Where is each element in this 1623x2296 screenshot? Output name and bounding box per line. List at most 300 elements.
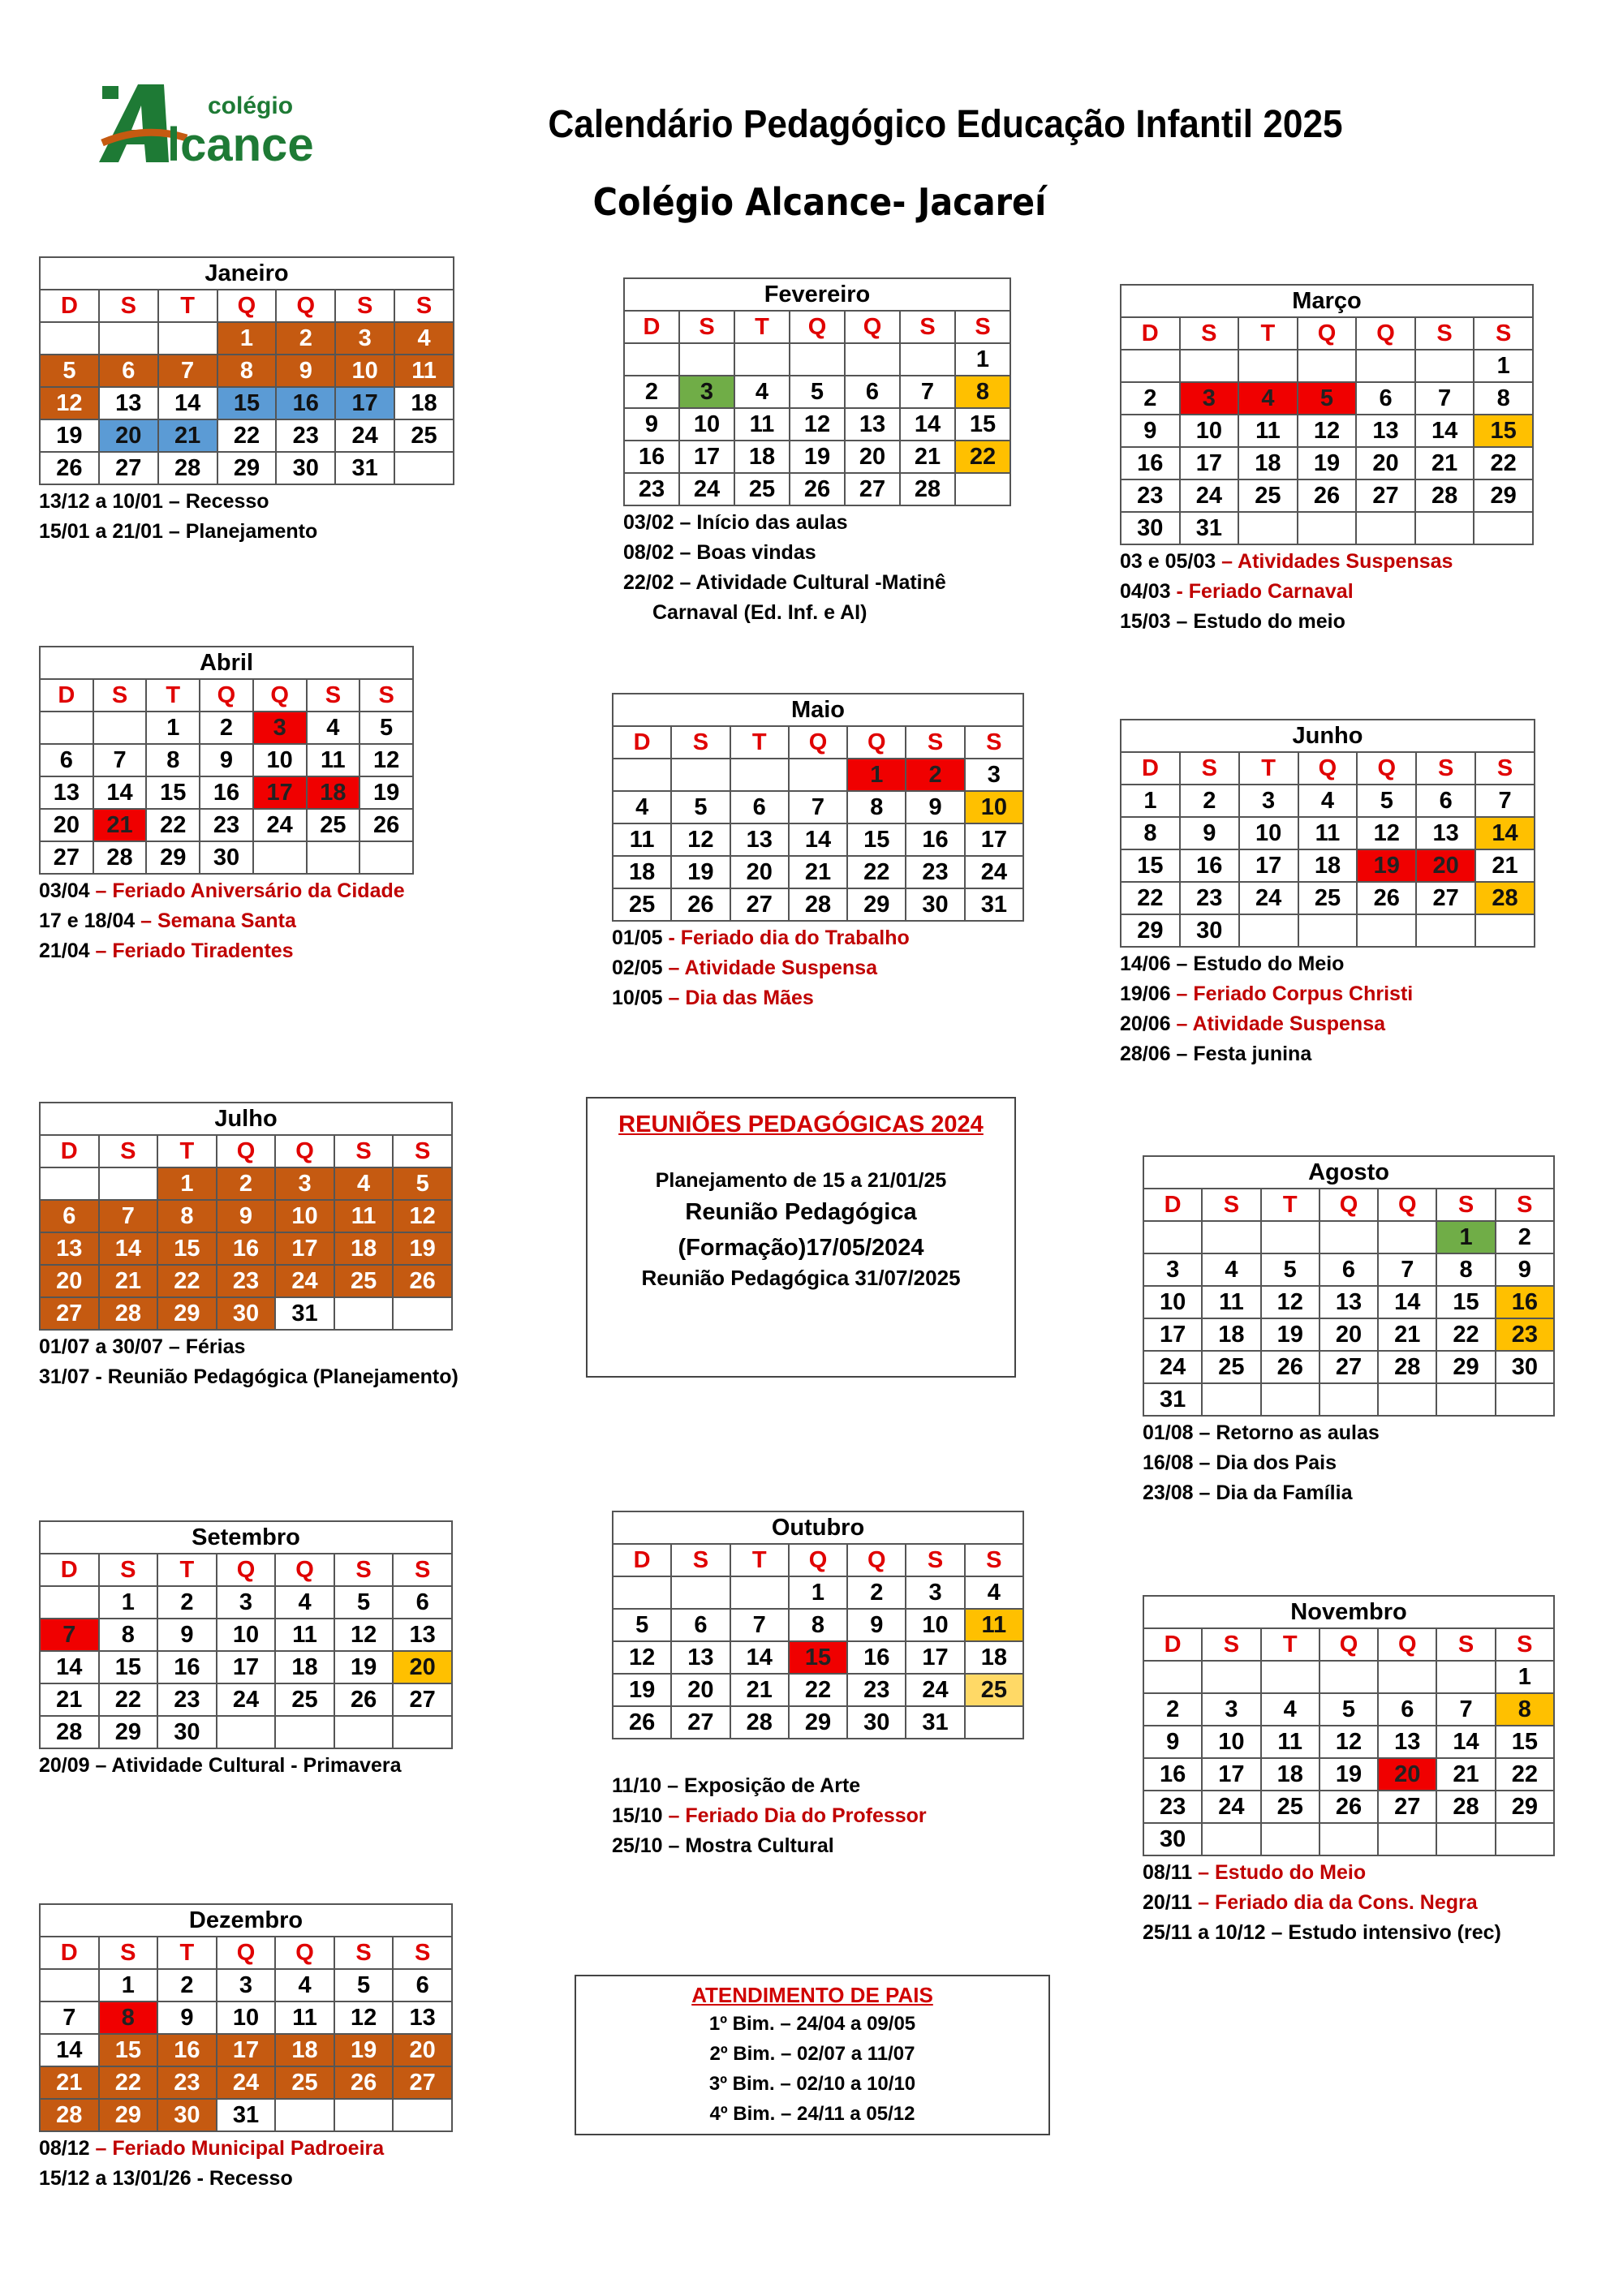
note-line bbox=[623, 508, 1011, 538]
day-cell: 6 bbox=[671, 1609, 730, 1641]
day-cell: 16 bbox=[624, 441, 679, 473]
weekday-header: S bbox=[334, 1937, 394, 1969]
day-cell: 9 bbox=[1143, 1726, 1202, 1758]
weekday-header: S bbox=[393, 1135, 452, 1167]
month-junho bbox=[1120, 719, 1535, 1069]
day-cell: 14 bbox=[900, 408, 955, 441]
weekday-header: Q bbox=[1378, 1628, 1436, 1661]
day-cell: 17 bbox=[217, 1651, 276, 1683]
day-cell: 23 bbox=[157, 1683, 217, 1716]
day-cell: 2 bbox=[1121, 382, 1180, 415]
logo-brand-text: lcance bbox=[167, 118, 314, 167]
note-highlight: – Feriado Municipal Padroeira bbox=[95, 2137, 385, 2160]
day-cell: 11 bbox=[1238, 415, 1298, 447]
day-cell: 17 bbox=[1202, 1758, 1260, 1791]
note-highlight: – Atividade Suspensa bbox=[668, 957, 878, 979]
note-text: 19/06 bbox=[1120, 982, 1177, 1005]
day-cell: 27 bbox=[845, 473, 900, 505]
day-cell: 20 bbox=[1319, 1318, 1378, 1351]
note-text: 01/08 – Retorno as aulas bbox=[1143, 1421, 1380, 1444]
note-line bbox=[1143, 1418, 1555, 1448]
empty-cell bbox=[845, 343, 900, 376]
day-cell: 22 bbox=[146, 809, 200, 841]
note-line bbox=[1120, 949, 1535, 979]
day-cell: 1 bbox=[789, 1576, 847, 1609]
day-cell: 1 bbox=[99, 1969, 158, 2001]
weekday-header: S bbox=[1180, 752, 1239, 785]
empty-cell bbox=[730, 759, 789, 791]
day-cell: 7 bbox=[93, 744, 147, 776]
note-text: 23/08 – Dia da Família bbox=[1143, 1481, 1353, 1504]
note-line bbox=[1143, 1918, 1555, 1948]
weekday-header: T bbox=[730, 726, 789, 759]
note-line bbox=[1120, 577, 1534, 607]
weekday-header: S bbox=[671, 1544, 730, 1576]
note-highlight: – Feriado Tiradentes bbox=[95, 939, 294, 962]
day-cell: 15 bbox=[1436, 1286, 1495, 1318]
day-cell: 15 bbox=[99, 2034, 158, 2066]
empty-cell bbox=[359, 841, 413, 874]
day-cell: 23 bbox=[624, 473, 679, 505]
day-cell: 10 bbox=[1143, 1286, 1202, 1318]
day-cell: 5 bbox=[393, 1167, 452, 1200]
day-cell: 13 bbox=[1416, 817, 1475, 849]
note-text: 21/04 bbox=[39, 939, 96, 962]
day-cell: 25 bbox=[965, 1674, 1023, 1706]
note-highlight: – Feriado Corpus Christi bbox=[1176, 982, 1414, 1005]
day-cell: 12 bbox=[790, 408, 845, 441]
empty-cell bbox=[99, 322, 158, 355]
empty-cell bbox=[1378, 1221, 1436, 1253]
calendar-table-marco bbox=[1120, 284, 1534, 545]
weekday-header: Q bbox=[845, 311, 900, 343]
weekday-header: D bbox=[40, 1937, 99, 1969]
month-setembro bbox=[39, 1520, 453, 1781]
day-cell: 23 bbox=[906, 856, 964, 888]
day-cell: 16 bbox=[847, 1641, 906, 1674]
weekday-header: D bbox=[613, 1544, 671, 1576]
day-cell: 8 bbox=[217, 355, 277, 387]
day-cell: 12 bbox=[1319, 1726, 1378, 1758]
day-cell: 20 bbox=[845, 441, 900, 473]
weekday-header: D bbox=[1143, 1189, 1202, 1221]
note-text: 03/02 – Início das aulas bbox=[623, 511, 848, 534]
weekday-header: S bbox=[1202, 1628, 1260, 1661]
note-line bbox=[39, 1332, 453, 1362]
day-cell: 30 bbox=[157, 1716, 217, 1748]
day-cell: 1 bbox=[955, 343, 1010, 376]
weekday-header: S bbox=[334, 1554, 394, 1586]
day-cell: 28 bbox=[40, 2099, 99, 2131]
weekday-header: D bbox=[624, 311, 679, 343]
day-cell: 16 bbox=[157, 2034, 217, 2066]
day-cell: 5 bbox=[334, 1969, 394, 2001]
month-name: Junho bbox=[1121, 720, 1535, 752]
weekday-header: S bbox=[1474, 317, 1533, 350]
empty-cell bbox=[99, 1167, 158, 1200]
weekday-header: Q bbox=[847, 1544, 906, 1576]
day-cell: 25 bbox=[1298, 882, 1358, 914]
day-cell: 3 bbox=[275, 1167, 334, 1200]
day-cell: 3 bbox=[217, 1586, 276, 1619]
weekday-header: S bbox=[334, 1135, 394, 1167]
day-cell: 25 bbox=[1202, 1351, 1260, 1383]
note-text: Carnaval (Ed. Inf. e AI) bbox=[652, 601, 867, 624]
note-text: 03 e 05/03 bbox=[1120, 550, 1222, 573]
day-cell: 23 bbox=[276, 419, 335, 452]
day-cell: 27 bbox=[671, 1706, 730, 1739]
empty-cell bbox=[1261, 1661, 1319, 1693]
day-cell: 17 bbox=[906, 1641, 964, 1674]
day-cell: 19 bbox=[393, 1232, 452, 1265]
weekday-header: D bbox=[613, 726, 671, 759]
day-cell: 16 bbox=[200, 776, 253, 809]
weekday-header: S bbox=[99, 1937, 158, 1969]
day-cell: 19 bbox=[613, 1674, 671, 1706]
day-cell: 21 bbox=[1475, 849, 1535, 882]
day-cell: 6 bbox=[845, 376, 900, 408]
day-cell: 26 bbox=[790, 473, 845, 505]
note-text: 15/12 a 13/01/26 - Recesso bbox=[39, 2167, 293, 2190]
empty-cell bbox=[1202, 1661, 1260, 1693]
empty-cell bbox=[1436, 1823, 1495, 1855]
day-cell: 3 bbox=[253, 712, 307, 744]
note-highlight: - Feriado dia do Trabalho bbox=[668, 927, 910, 949]
note-text: 25/10 – Mostra Cultural bbox=[612, 1834, 834, 1857]
day-cell: 25 bbox=[307, 809, 360, 841]
day-cell: 2 bbox=[1180, 785, 1239, 817]
note-line bbox=[623, 568, 1011, 598]
day-cell: 14 bbox=[99, 1232, 158, 1265]
month-name: Dezembro bbox=[40, 1904, 452, 1937]
day-cell: 4 bbox=[394, 322, 454, 355]
note-line bbox=[612, 1771, 1024, 1801]
day-cell: 7 bbox=[1415, 382, 1474, 415]
note-text: 20/06 bbox=[1120, 1013, 1177, 1035]
day-cell: 6 bbox=[730, 791, 789, 823]
day-cell: 28 bbox=[730, 1706, 789, 1739]
month-notes bbox=[612, 923, 1024, 1013]
weekday-header: Q bbox=[1298, 752, 1358, 785]
empty-cell bbox=[1261, 1823, 1319, 1855]
day-cell: 27 bbox=[1356, 479, 1415, 512]
day-cell: 13 bbox=[393, 1619, 452, 1651]
note-text: 10/05 bbox=[612, 987, 669, 1009]
day-cell: 27 bbox=[393, 1683, 452, 1716]
day-cell: 18 bbox=[734, 441, 790, 473]
day-cell: 11 bbox=[394, 355, 454, 387]
day-cell: 28 bbox=[1378, 1351, 1436, 1383]
weekday-header: D bbox=[40, 1554, 99, 1586]
day-cell: 24 bbox=[217, 1683, 276, 1716]
empty-cell bbox=[1202, 1823, 1260, 1855]
day-cell: 18 bbox=[1261, 1758, 1319, 1791]
day-cell: 12 bbox=[613, 1641, 671, 1674]
day-cell: 7 bbox=[158, 355, 217, 387]
day-cell: 26 bbox=[1261, 1351, 1319, 1383]
empty-cell bbox=[334, 2099, 394, 2131]
day-cell: 13 bbox=[1378, 1726, 1436, 1758]
calendar-table-julho bbox=[39, 1102, 453, 1331]
day-cell: 7 bbox=[1475, 785, 1535, 817]
empty-cell bbox=[624, 343, 679, 376]
weekday-header: S bbox=[1180, 317, 1239, 350]
day-cell: 22 bbox=[99, 2066, 158, 2099]
empty-cell bbox=[275, 1716, 334, 1748]
day-cell: 2 bbox=[157, 1969, 217, 2001]
month-maio bbox=[612, 693, 1024, 1013]
calendar-table-fevereiro bbox=[623, 277, 1011, 506]
weekday-header: Q bbox=[253, 679, 307, 712]
day-cell: 22 bbox=[955, 441, 1010, 473]
day-cell: 23 bbox=[1180, 882, 1239, 914]
note-highlight: – Feriado Dia do Professor bbox=[668, 1804, 927, 1827]
empty-cell bbox=[40, 1167, 99, 1200]
empty-cell bbox=[1415, 350, 1474, 382]
day-cell: 20 bbox=[40, 1265, 99, 1297]
empty-cell bbox=[1298, 914, 1358, 947]
day-cell: 2 bbox=[217, 1167, 276, 1200]
empty-cell bbox=[1239, 914, 1298, 947]
day-cell: 18 bbox=[1238, 447, 1298, 479]
empty-cell bbox=[40, 1586, 99, 1619]
empty-cell bbox=[671, 759, 730, 791]
parents-line-3: 3º Bim. – 02/10 a 10/10 bbox=[708, 2073, 916, 2095]
note-line bbox=[39, 517, 454, 547]
month-notes bbox=[1120, 547, 1534, 637]
empty-cell bbox=[1319, 1661, 1378, 1693]
weekday-header: S bbox=[93, 679, 147, 712]
weekday-header: Q bbox=[789, 1544, 847, 1576]
day-cell: 4 bbox=[1261, 1693, 1319, 1726]
empty-cell bbox=[394, 452, 454, 484]
weekday-header: T bbox=[734, 311, 790, 343]
day-cell: 4 bbox=[613, 791, 671, 823]
day-cell: 17 bbox=[335, 387, 394, 419]
day-cell: 10 bbox=[1180, 415, 1239, 447]
page-title: Calendário Pedagógico Educação Infantil 2025 bbox=[548, 103, 1343, 146]
day-cell: 9 bbox=[906, 791, 964, 823]
day-cell: 21 bbox=[1436, 1758, 1495, 1791]
day-cell: 25 bbox=[275, 2066, 334, 2099]
day-cell: 25 bbox=[1261, 1791, 1319, 1823]
weekday-header: S bbox=[394, 290, 454, 322]
day-cell: 28 bbox=[99, 1297, 158, 1330]
day-cell: 20 bbox=[1416, 849, 1475, 882]
day-cell: 29 bbox=[99, 1716, 158, 1748]
weekday-header: S bbox=[393, 1937, 452, 1969]
note-highlight: – Feriado dia da Cons. Negra bbox=[1198, 1891, 1478, 1914]
note-line bbox=[39, 487, 454, 517]
weekday-header: T bbox=[146, 679, 200, 712]
empty-cell bbox=[393, 2099, 452, 2131]
note-text: 11/10 – Exposição de Arte bbox=[612, 1774, 861, 1797]
weekday-header: S bbox=[1475, 752, 1535, 785]
day-cell: 21 bbox=[789, 856, 847, 888]
empty-cell bbox=[253, 841, 307, 874]
note-text: 08/11 bbox=[1143, 1861, 1199, 1884]
day-cell: 28 bbox=[900, 473, 955, 505]
note-line bbox=[612, 1741, 1024, 1771]
month-name: Maio bbox=[613, 694, 1023, 726]
day-cell: 22 bbox=[1436, 1318, 1495, 1351]
day-cell: 9 bbox=[157, 1619, 217, 1651]
day-cell: 8 bbox=[1436, 1253, 1495, 1286]
day-cell: 1 bbox=[1474, 350, 1533, 382]
day-cell: 19 bbox=[40, 419, 99, 452]
month-outubro bbox=[612, 1511, 1024, 1861]
day-cell: 6 bbox=[1319, 1253, 1378, 1286]
day-cell: 13 bbox=[393, 2001, 452, 2034]
day-cell: 15 bbox=[217, 387, 277, 419]
note-line bbox=[39, 1362, 458, 1392]
day-cell: 14 bbox=[1378, 1286, 1436, 1318]
day-cell: 13 bbox=[845, 408, 900, 441]
day-cell: 30 bbox=[847, 1706, 906, 1739]
day-cell: 7 bbox=[789, 791, 847, 823]
meetings-box bbox=[586, 1097, 1016, 1378]
weekday-header: Q bbox=[1319, 1628, 1378, 1661]
empty-cell bbox=[93, 712, 147, 744]
empty-cell bbox=[1180, 350, 1239, 382]
day-cell: 19 bbox=[334, 2034, 394, 2066]
day-cell: 21 bbox=[730, 1674, 789, 1706]
day-cell: 2 bbox=[157, 1586, 217, 1619]
weekday-header: S bbox=[965, 1544, 1023, 1576]
day-cell: 8 bbox=[157, 1200, 217, 1232]
weekday-header: S bbox=[1436, 1628, 1495, 1661]
note-line bbox=[1143, 1448, 1555, 1478]
weekday-header: S bbox=[99, 1135, 158, 1167]
weekday-header: T bbox=[1261, 1189, 1319, 1221]
day-cell: 20 bbox=[1378, 1758, 1436, 1791]
day-cell: 30 bbox=[217, 1297, 276, 1330]
month-name: Julho bbox=[40, 1103, 452, 1135]
day-cell: 31 bbox=[1180, 512, 1239, 544]
empty-cell bbox=[1415, 512, 1474, 544]
day-cell: 27 bbox=[99, 452, 158, 484]
day-cell: 27 bbox=[1416, 882, 1475, 914]
weekday-header: Q bbox=[275, 1554, 334, 1586]
day-cell: 3 bbox=[965, 759, 1023, 791]
note-line bbox=[623, 538, 1011, 568]
weekday-header: S bbox=[965, 726, 1023, 759]
calendar-table-maio bbox=[612, 693, 1024, 922]
day-cell: 19 bbox=[334, 1651, 394, 1683]
day-cell: 22 bbox=[1121, 882, 1180, 914]
meetings-line-1: Planejamento de 15 a 21/01/25 bbox=[655, 1169, 947, 1192]
empty-cell bbox=[334, 1297, 394, 1330]
day-cell: 4 bbox=[275, 1586, 334, 1619]
day-cell: 14 bbox=[158, 387, 217, 419]
day-cell: 31 bbox=[335, 452, 394, 484]
note-text: 31/07 - Reunião Pedagógica (Planejamento) bbox=[39, 1365, 458, 1388]
day-cell: 11 bbox=[334, 1200, 394, 1232]
day-cell: 6 bbox=[1416, 785, 1475, 817]
day-cell: 21 bbox=[99, 1265, 158, 1297]
day-cell: 20 bbox=[393, 2034, 452, 2066]
calendar-table-setembro bbox=[39, 1520, 453, 1749]
empty-cell bbox=[393, 1716, 452, 1748]
day-cell: 3 bbox=[1239, 785, 1298, 817]
day-cell: 9 bbox=[1121, 415, 1180, 447]
weekday-header: Q bbox=[217, 290, 277, 322]
day-cell: 17 bbox=[1239, 849, 1298, 882]
month-notes bbox=[1120, 949, 1535, 1069]
empty-cell bbox=[158, 322, 217, 355]
empty-cell bbox=[900, 343, 955, 376]
day-cell: 5 bbox=[1357, 785, 1416, 817]
day-cell: 28 bbox=[40, 1716, 99, 1748]
empty-cell bbox=[671, 1576, 730, 1609]
day-cell: 2 bbox=[276, 322, 335, 355]
day-cell: 27 bbox=[40, 841, 93, 874]
note-line bbox=[612, 953, 1024, 983]
day-cell: 14 bbox=[1415, 415, 1474, 447]
empty-cell bbox=[393, 1297, 452, 1330]
day-cell: 31 bbox=[965, 888, 1023, 921]
day-cell: 8 bbox=[1121, 817, 1180, 849]
note-line bbox=[39, 876, 414, 906]
day-cell: 9 bbox=[1180, 817, 1239, 849]
day-cell: 20 bbox=[99, 419, 158, 452]
day-cell: 6 bbox=[1378, 1693, 1436, 1726]
day-cell: 4 bbox=[334, 1167, 394, 1200]
day-cell: 19 bbox=[359, 776, 413, 809]
day-cell: 10 bbox=[965, 791, 1023, 823]
day-cell: 2 bbox=[624, 376, 679, 408]
day-cell: 16 bbox=[157, 1651, 217, 1683]
day-cell: 14 bbox=[40, 1651, 99, 1683]
day-cell: 29 bbox=[99, 2099, 158, 2131]
empty-cell bbox=[1319, 1823, 1378, 1855]
empty-cell bbox=[1298, 512, 1357, 544]
day-cell: 15 bbox=[955, 408, 1010, 441]
day-cell: 26 bbox=[393, 1265, 452, 1297]
month-name: Março bbox=[1121, 285, 1533, 317]
note-line bbox=[39, 906, 414, 936]
note-line bbox=[39, 2164, 453, 2194]
note-line bbox=[612, 983, 1024, 1013]
weekday-header: S bbox=[1415, 317, 1474, 350]
day-cell: 5 bbox=[359, 712, 413, 744]
day-cell: 24 bbox=[1180, 479, 1239, 512]
day-cell: 5 bbox=[671, 791, 730, 823]
parents-line-1: 1º Bim. – 24/04 a 09/05 bbox=[708, 2013, 916, 2035]
day-cell: 1 bbox=[1121, 785, 1180, 817]
day-cell: 28 bbox=[1436, 1791, 1495, 1823]
note-text: 02/05 bbox=[612, 957, 669, 979]
empty-cell bbox=[1319, 1221, 1378, 1253]
empty-cell bbox=[730, 1576, 789, 1609]
day-cell: 19 bbox=[671, 856, 730, 888]
day-cell: 23 bbox=[1496, 1318, 1554, 1351]
note-text: 08/12 bbox=[39, 2137, 96, 2160]
empty-cell bbox=[1202, 1383, 1260, 1416]
day-cell: 22 bbox=[789, 1674, 847, 1706]
note-line bbox=[612, 923, 1024, 953]
day-cell: 29 bbox=[847, 888, 906, 921]
day-cell: 5 bbox=[790, 376, 845, 408]
day-cell: 1 bbox=[1496, 1661, 1554, 1693]
day-cell: 18 bbox=[275, 2034, 334, 2066]
day-cell: 6 bbox=[1356, 382, 1415, 415]
day-cell: 27 bbox=[730, 888, 789, 921]
month-dezembro bbox=[39, 1903, 453, 2194]
day-cell: 1 bbox=[146, 712, 200, 744]
empty-cell bbox=[965, 1706, 1023, 1739]
empty-cell bbox=[1356, 512, 1415, 544]
